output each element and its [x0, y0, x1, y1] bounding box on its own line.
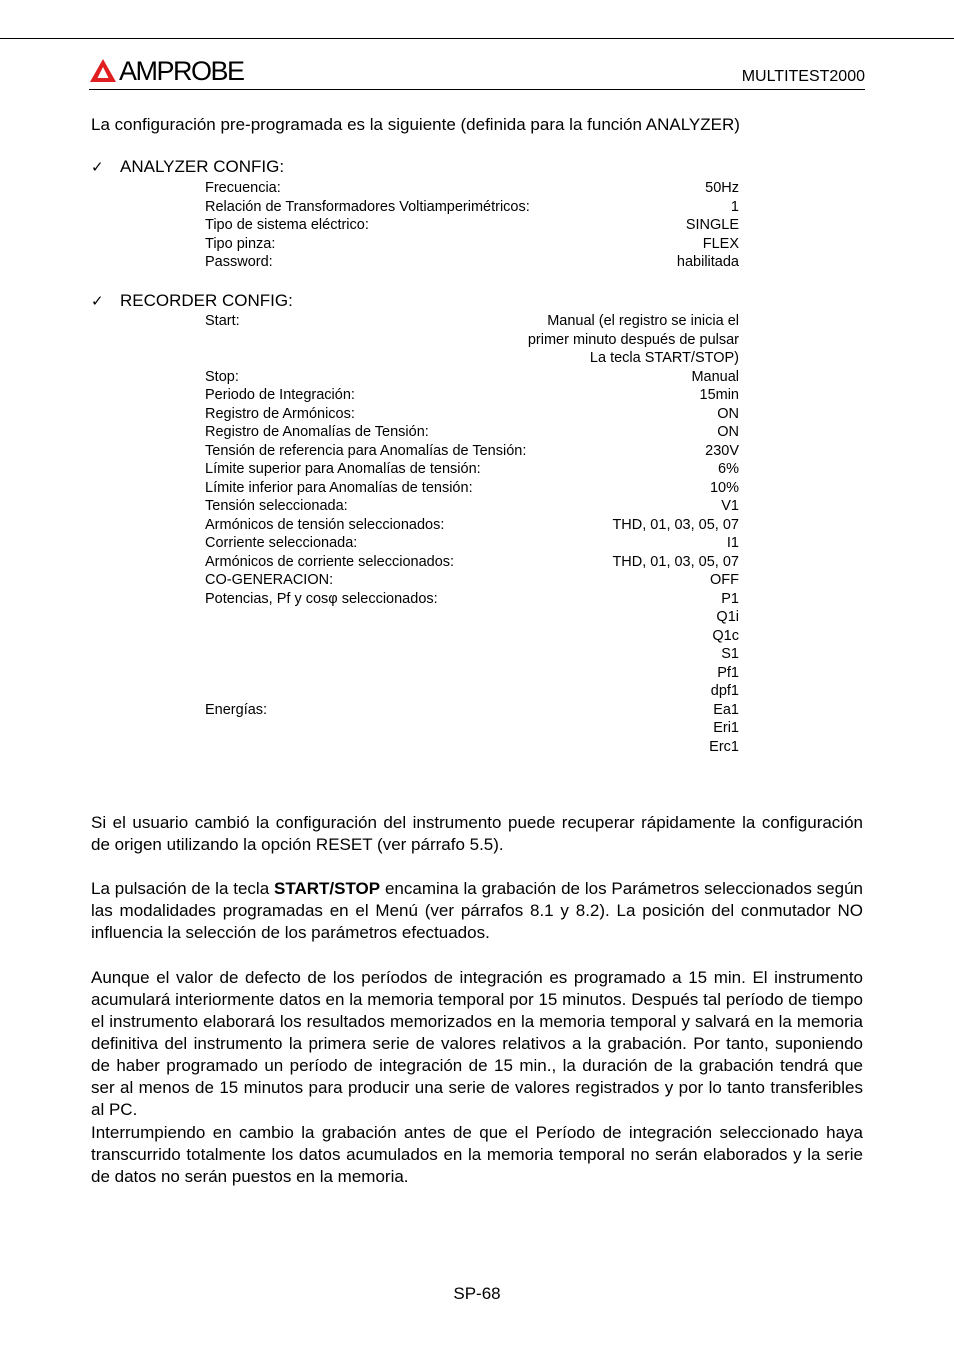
checkmark-icon: ✓ — [91, 293, 104, 310]
config-label: Registro de Armónicos: — [205, 405, 355, 422]
config-value: Pf1 — [717, 664, 739, 681]
top-rule — [0, 38, 954, 39]
config-row — [205, 553, 739, 572]
config-row — [205, 442, 739, 461]
config-value: Manual — [691, 368, 739, 385]
config-label: Potencias, Pf y cosφ seleccionados: — [205, 590, 438, 607]
config-row — [205, 331, 739, 350]
startstop-text-before: La pulsación de la tecla — [91, 879, 274, 898]
config-label: Tensión seleccionada: — [205, 498, 348, 514]
config-row — [205, 312, 739, 331]
config-label: CO-GENERACION: — [205, 572, 334, 588]
config-row — [205, 216, 739, 235]
config-value: THD, 01, 03, 05, 07 — [612, 516, 739, 533]
analyzer-config-title — [91, 157, 284, 177]
config-label: Password: — [205, 254, 273, 270]
analyzer-config-table — [205, 179, 739, 272]
startstop-key: START/STOP — [274, 879, 381, 898]
config-row — [205, 664, 739, 683]
config-value: ON — [717, 405, 739, 422]
config-label: Periodo de Integración: — [205, 387, 355, 403]
config-value: 15min — [699, 387, 739, 403]
config-label: Start: — [205, 313, 240, 329]
analyzer-config-label: ANALYZER CONFIG: — [120, 157, 285, 176]
config-value: ON — [717, 424, 739, 440]
config-label: Tipo pinza: — [205, 235, 276, 252]
config-value: V1 — [721, 498, 739, 514]
recorder-config-label: RECORDER CONFIG: — [120, 291, 293, 310]
config-value: SINGLE — [685, 217, 739, 233]
config-row — [205, 497, 739, 516]
config-row — [205, 179, 739, 198]
config-value: 10% — [709, 479, 739, 496]
config-value: 230V — [705, 442, 739, 459]
config-value: primer minuto después de pulsar — [527, 331, 739, 348]
config-value: 6% — [718, 461, 739, 477]
config-row — [205, 719, 739, 738]
config-label: Stop: — [205, 368, 239, 385]
config-row — [205, 479, 739, 498]
config-label: Tipo de sistema eléctrico: — [205, 217, 369, 233]
config-value: Eri1 — [713, 720, 739, 736]
config-value: OFF — [710, 572, 739, 588]
config-row — [205, 235, 739, 254]
config-row — [205, 645, 739, 664]
config-row — [205, 608, 739, 627]
config-value: Q1c — [712, 627, 739, 644]
config-value: 1 — [730, 198, 739, 215]
config-value: Ea1 — [713, 701, 739, 718]
page-number: SP-68 — [453, 1284, 501, 1303]
config-row — [205, 590, 739, 609]
config-row — [205, 682, 739, 701]
recorder-config-table — [205, 312, 739, 756]
startstop-text-after: encamina la grabación de los Parámetros seleccionados según las modalidades programadas en el Menú (ver párrafos 8.1 y 8.2). La posición del conmutador NO influencia la selección de los parámetros efectuados. — [91, 879, 864, 942]
config-label: Límite inferior para Anomalías de tensión: — [205, 479, 473, 496]
config-value: Q1i — [716, 609, 739, 625]
config-row — [205, 534, 739, 553]
config-value: Erc1 — [709, 738, 739, 755]
config-label: Energías: — [205, 701, 268, 718]
config-label: Relación de Transformadores Voltiamperimétricos: — [205, 198, 530, 215]
integration-paragraph: Aunque el valor de defecto de los períodos de integración es programado a 15 min. El instrumento acumulará interiormente datos en la memoria temporal por 15 minutos. Después tal período de tiempo el instrumento elaborará los resultados memorizados en la memoria temporal y salvará en la memoria definitiva del instrumento la primera serie de valores relativos a la grabación. Por tanto, suponiendo de haber programado un período de integración de 15 min., la duración de la grabación tendrá que ser al menos de 15 minutos para producir una serie de valores registrados y por lo tanto transferibles al PC. — [91, 968, 863, 1119]
config-row — [205, 738, 739, 757]
brand-name: AMPROBE — [119, 56, 244, 86]
config-row — [205, 423, 739, 442]
page-header — [89, 55, 865, 90]
config-value: Manual (el registro se inicia el — [547, 313, 739, 329]
startstop-paragraph — [91, 878, 863, 944]
config-value: 50Hz — [705, 180, 739, 196]
config-row — [205, 627, 739, 646]
config-row — [205, 701, 739, 720]
warning-triangle-icon — [89, 58, 117, 83]
interrupt-paragraph: Interrumpiendo en cambio la grabación antes de que el Período de integración seleccionado haya transcurrido totalmente los datos acumulados en la memoria temporal no serán elaborados y la serie de datos no serán puestos en la memoria. — [91, 1123, 863, 1186]
config-value: P1 — [721, 590, 739, 607]
brand-logo — [89, 57, 244, 85]
config-row — [205, 349, 739, 368]
config-row — [205, 368, 739, 387]
config-label: Límite superior para Anomalías de tensión: — [205, 461, 481, 477]
config-value: dpf1 — [710, 683, 739, 699]
config-row — [205, 571, 739, 590]
config-label: Armónicos de tensión seleccionados: — [205, 516, 445, 533]
config-value: La tecla START/STOP) — [589, 350, 739, 366]
config-value: habilitada — [676, 254, 739, 270]
config-value: S1 — [721, 646, 739, 662]
recorder-config-title — [91, 291, 293, 311]
config-label: Registro de Anomalías de Tensión: — [205, 424, 429, 440]
config-value: FLEX — [702, 235, 739, 252]
config-row — [205, 253, 739, 272]
config-label: Corriente seleccionada: — [205, 535, 358, 551]
config-value: THD, 01, 03, 05, 07 — [612, 553, 739, 570]
config-row — [205, 460, 739, 479]
config-label: Frecuencia: — [205, 180, 281, 196]
config-value: I1 — [726, 535, 739, 551]
config-label: Armónicos de corriente seleccionados: — [205, 553, 455, 570]
config-label: Tensión de referencia para Anomalías de Tensión: — [205, 442, 527, 459]
config-row — [205, 386, 739, 405]
intro-text: La configuración pre-programada es la siguiente (definida para la función ANALYZER) — [91, 115, 740, 134]
config-row — [205, 516, 739, 535]
config-row — [205, 198, 739, 217]
checkmark-icon: ✓ — [91, 159, 104, 176]
reset-paragraph: Si el usuario cambió la configuración del instrumento puede recuperar rápidamente la configuración de origen utilizando la opción RESET (ver párrafo 5.5). — [91, 813, 863, 854]
model-name: MULTITEST2000 — [741, 68, 865, 85]
config-row — [205, 405, 739, 424]
